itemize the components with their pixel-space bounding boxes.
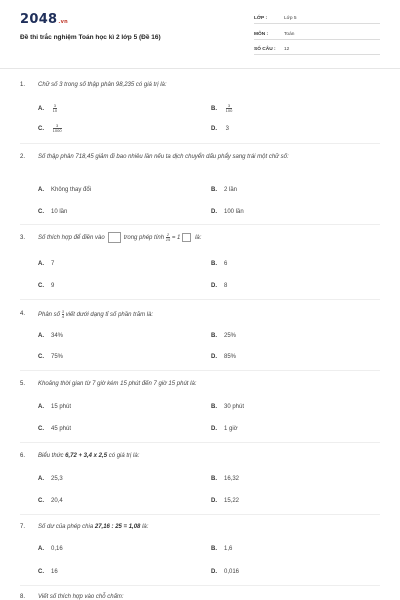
question-number: 4.: [20, 311, 26, 317]
page-header: [0, 0, 400, 66]
question-divider: [20, 299, 380, 300]
meta-row-question-count: [254, 43, 380, 55]
question-divider: [20, 370, 380, 371]
option-a[interactable]: A. 15 phút: [38, 404, 72, 410]
fraction: $\frac{3}{10}$: [52, 103, 58, 113]
meta-key: MÔN :: [254, 32, 269, 37]
option-b[interactable]: B. 2 lần: [211, 187, 238, 193]
question-text: Số thích hợp để điền vào trong phép tính $\frac{2}{15}$ = 1 là:: [38, 232, 202, 242]
question-text: Phân số $\frac{3}{4}$ viết dưới dạng tỉ số phần trăm là:: [38, 309, 154, 319]
question-text: Viết số thích hợp vào chỗ chấm:: [38, 594, 124, 600]
fraction: $\frac{3}{1000}$: [52, 123, 62, 133]
question-number: 5.: [20, 381, 26, 387]
question-divider: [20, 585, 380, 586]
option-c[interactable]: C. 16: [38, 569, 58, 575]
page-title: Đề thi trắc nghiệm Toán học kì 2 lớp 5 (Đề 16): [20, 34, 161, 41]
answer-blank-box: [108, 232, 121, 243]
fraction: $\frac{2}{15}$: [165, 232, 171, 242]
option-b[interactable]: B. 1,6: [211, 546, 233, 552]
option-c[interactable]: C. $\frac{3}{1000}$: [38, 123, 62, 133]
question-text: Số dư của phép chia 27,16 : 25 = 1,08 là:: [38, 524, 149, 530]
option-d[interactable]: D. 100 lần: [211, 209, 244, 215]
option-a[interactable]: A. 0,16: [38, 546, 63, 552]
question-divider: [20, 514, 380, 515]
meta-value: Toán: [284, 32, 295, 37]
option-d[interactable]: D. 0,016: [211, 569, 240, 575]
answer-blank-box: [182, 233, 191, 242]
question-number: 8.: [20, 594, 26, 600]
header-divider: [0, 68, 400, 69]
fraction: $\frac{3}{100}$: [225, 103, 233, 113]
option-d[interactable]: D. 8: [211, 283, 228, 289]
meta-row-class: [254, 12, 380, 24]
question-number: 6.: [20, 453, 26, 459]
option-d[interactable]: D. 1 giờ: [211, 426, 238, 432]
site-logo[interactable]: 2048.vn: [20, 12, 69, 27]
question-divider: [20, 442, 380, 443]
option-a[interactable]: A. Không thay đổi: [38, 187, 92, 193]
question-divider: [20, 143, 380, 144]
option-c[interactable]: C. 9: [38, 283, 55, 289]
option-b[interactable]: B. 16,32: [211, 476, 240, 482]
question-number: 1.: [20, 82, 26, 88]
question-text: Khoảng thời gian từ 7 giờ kém 15 phút đến 7 giờ 15 phút là:: [38, 381, 197, 387]
question-text: Chữ số 3 trong số thập phân 98,235 có giá trị là:: [38, 82, 167, 88]
question-number: 7.: [20, 524, 26, 530]
option-d[interactable]: D. 85%: [211, 354, 237, 360]
option-a[interactable]: A. 25,3: [38, 476, 63, 482]
meta-key: SỐ CÂU :: [254, 47, 276, 52]
fraction: $\frac{3}{4}$: [61, 309, 64, 319]
meta-key: LỚP :: [254, 16, 268, 21]
question-divider: [20, 224, 380, 225]
option-c[interactable]: C. 10 lần: [38, 209, 68, 215]
option-a[interactable]: A. 7: [38, 261, 55, 267]
meta-value: 12: [284, 47, 290, 52]
option-a[interactable]: A. 34%: [38, 333, 64, 339]
option-c[interactable]: C. 45 phút: [38, 426, 72, 432]
option-c[interactable]: C. 75%: [38, 354, 64, 360]
option-a[interactable]: A. $\frac{3}{10}$: [38, 103, 58, 113]
option-d[interactable]: D. 15,22: [211, 498, 240, 504]
question-number: 3.: [20, 235, 26, 241]
option-b[interactable]: B. 25%: [211, 333, 237, 339]
option-b[interactable]: B. 6: [211, 261, 228, 267]
option-b[interactable]: B. 30 phút: [211, 404, 245, 410]
option-c[interactable]: C. 20,4: [38, 498, 63, 504]
meta-value: Lớp 5: [284, 16, 297, 21]
meta-row-subject: [254, 28, 380, 40]
option-d[interactable]: D. 3: [211, 126, 230, 132]
question-text: Biểu thức 6,72 + 3,4 x 2,5 có giá trị là:: [38, 453, 140, 459]
question-text: Số thập phân 718,45 giảm đi bao nhiêu lần nếu ta dịch chuyển dấu phẩy sang trái một chữ số:: [38, 154, 289, 160]
question-number: 2.: [20, 154, 26, 160]
option-b[interactable]: B. $\frac{3}{100}$: [211, 103, 233, 113]
